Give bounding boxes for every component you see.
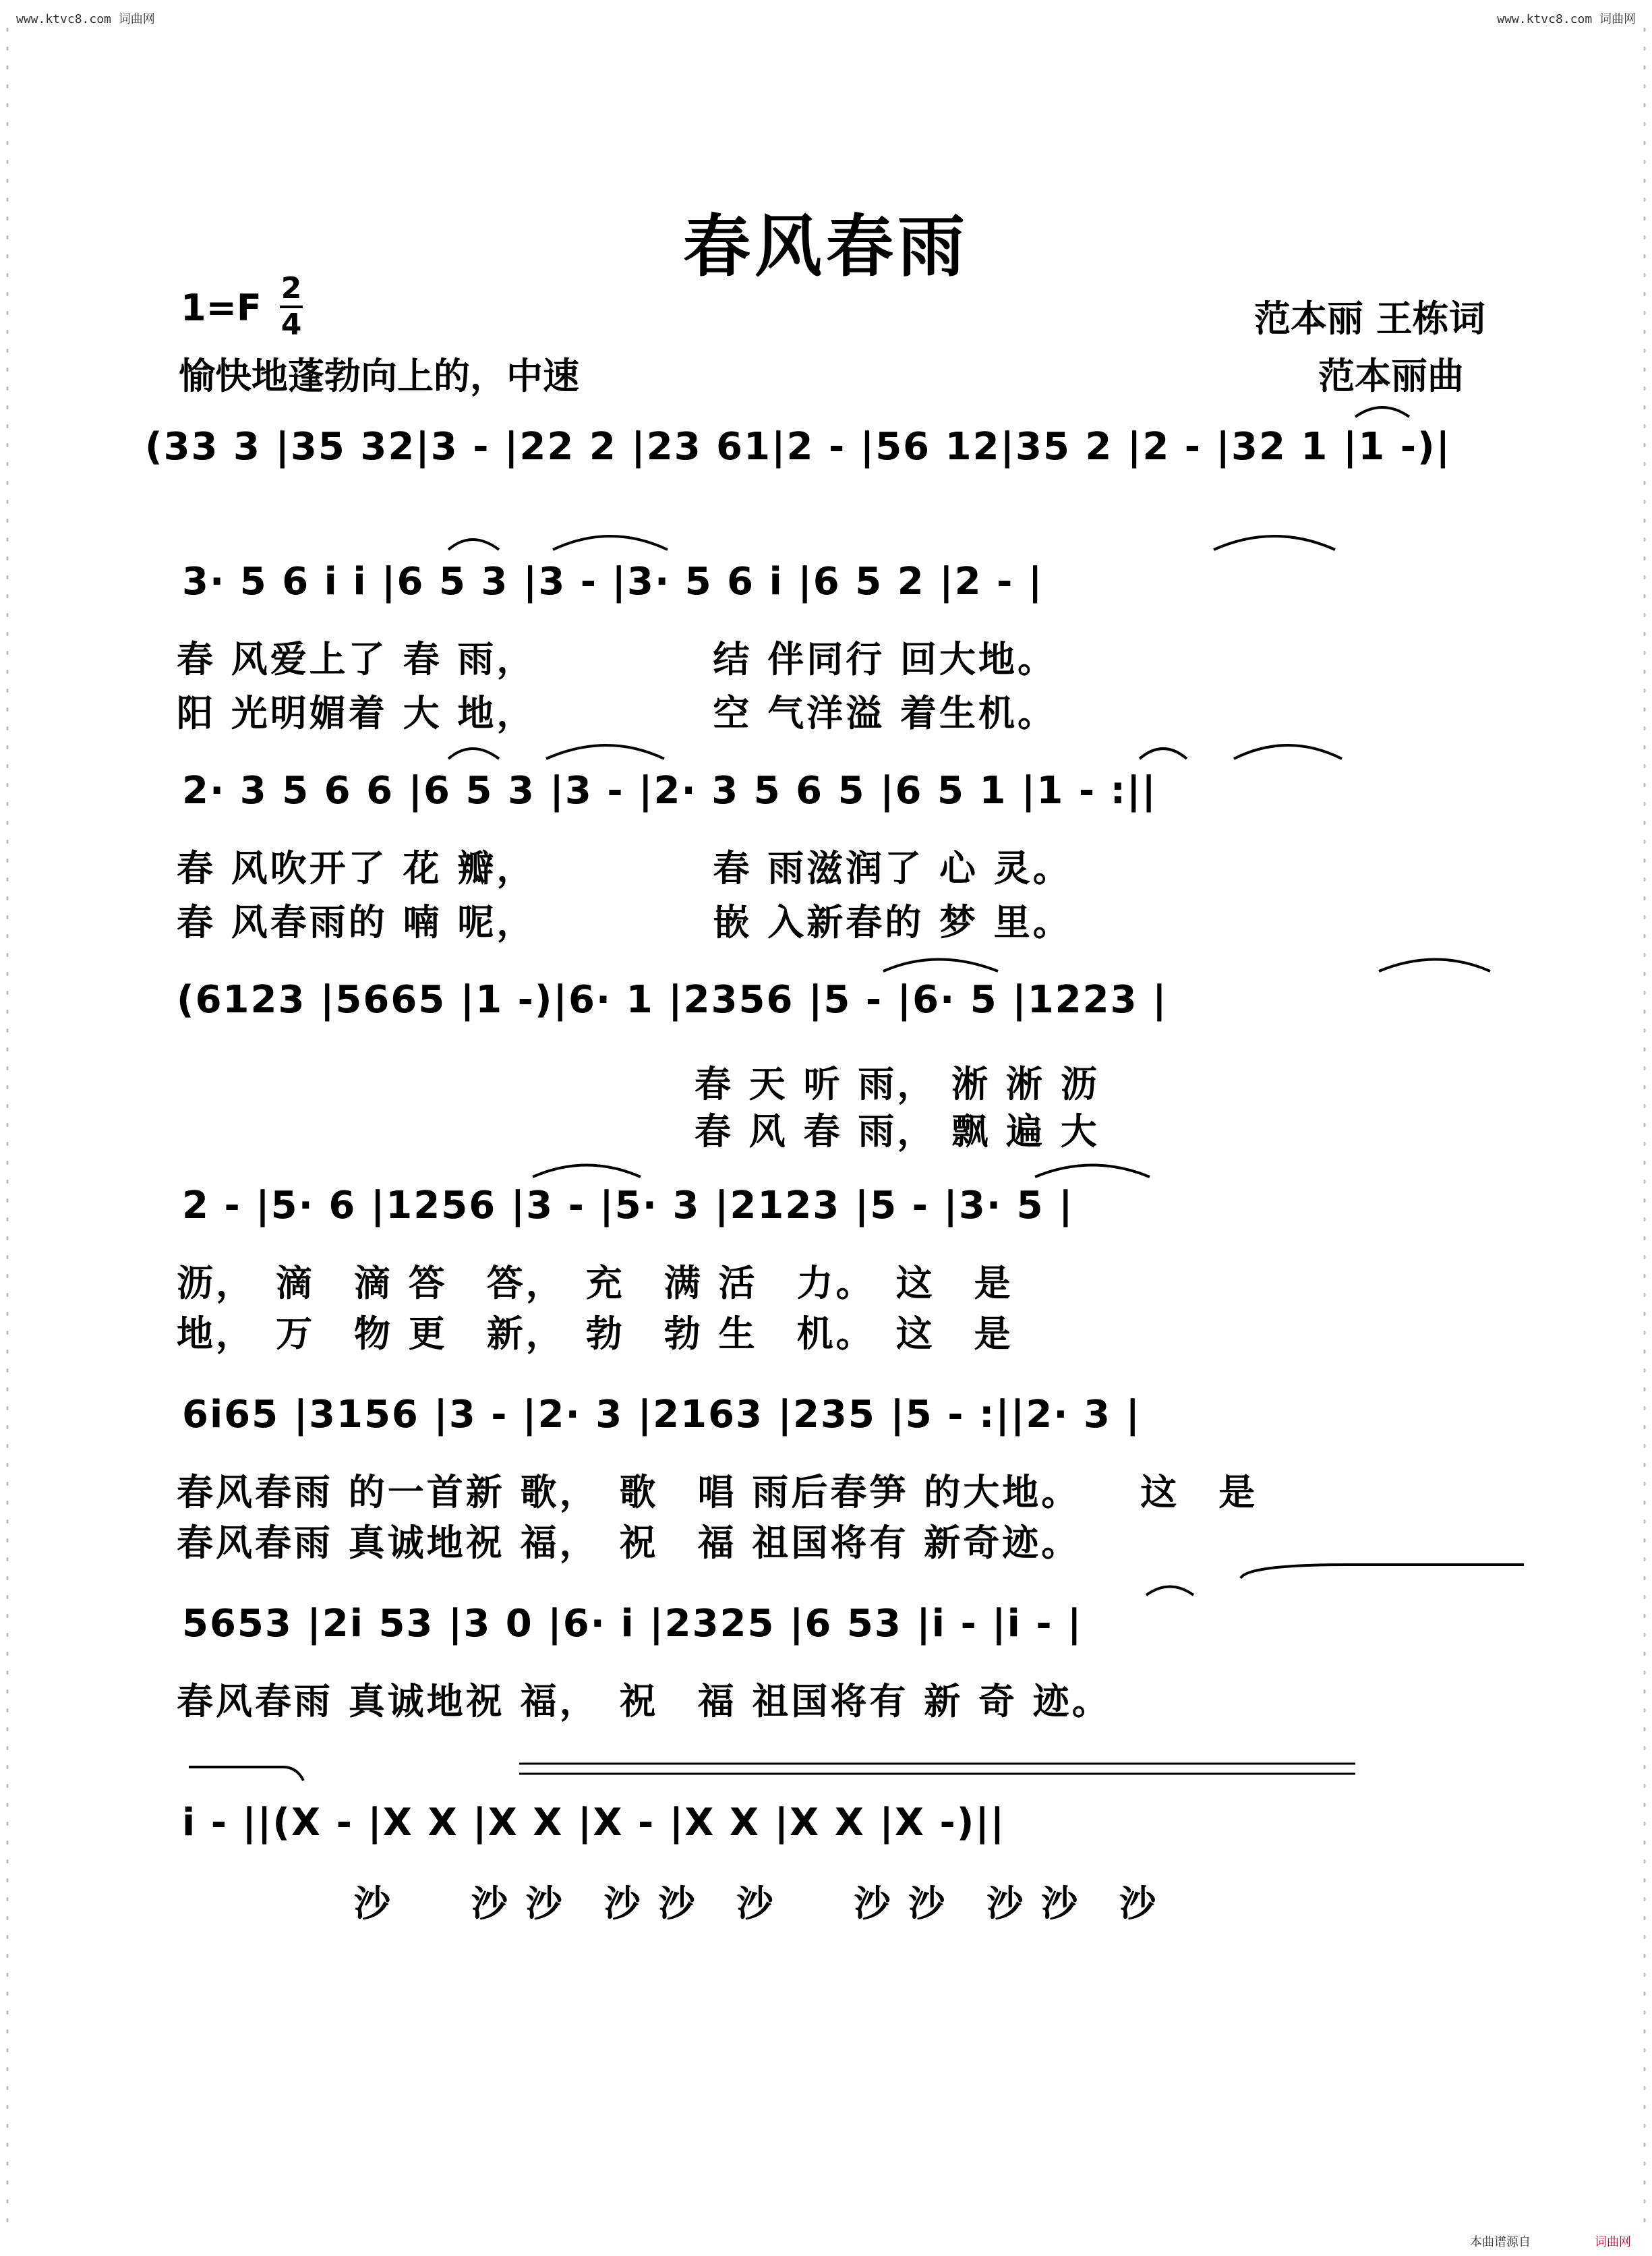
score-line-3-notes: 2· 3 5 6 6 |6 5 3 |3 - |2· 3 5 6 5 |6 5 1 |1 - :||: [182, 769, 1157, 813]
slur-line4-a: [883, 960, 998, 972]
score-line-2-lyric-1: 春 风爱上了 春 雨， 结 伴同行 回大地。: [177, 638, 1057, 681]
slur-line2-a: [448, 540, 499, 550]
score-line-5-notes: 2 - |5· 6 |1256 |3 - |5· 3 |2123 |5 - |3· 5 |: [182, 1184, 1074, 1227]
slur-line2-b: [553, 536, 668, 550]
slur-line2-c: [1214, 536, 1335, 550]
key-signature: 1=F: [181, 287, 262, 329]
time-signature-bottom: 4: [281, 308, 302, 342]
score-line-5-lyric-2: 地， 万 物 更 新， 勃 勃 生 机。 这 是: [177, 1312, 1013, 1355]
tie-line8-a: [189, 1767, 303, 1781]
score-line-6-notes: 6i65 |3156 |3 - |2· 3 |2163 |235 |5 - :||2· 3 |: [182, 1393, 1141, 1437]
composer-credit: 范本丽曲: [1318, 355, 1464, 397]
site-watermark-left: www.ktvc8.com 词曲网: [16, 12, 155, 26]
time-signature-top: 2: [281, 271, 302, 306]
score-line-2-notes: 3· 5 6 i i |6 5 3 |3 - |3· 5 6 i |6 5 2 |2 - |: [182, 560, 1044, 604]
score-line-7-notes: 5653 |2i 53 |3 0 |6· i |2325 |6 53 |i - |i - |: [182, 1602, 1083, 1646]
score-line-2-lyric-2: 阳 光明媚着 大 地， 空 气洋溢 着生机。: [177, 692, 1057, 734]
score-line-6-lyric-2: 春风春雨 真诚地祝 福， 祝 福 祖国将有 新奇迹。: [177, 1522, 1081, 1564]
slur-intro: [1355, 407, 1409, 417]
score-line-4-lyric-2: 春 风 春 雨， 飘 遍 大: [695, 1110, 1100, 1153]
slur-line7-a: [1146, 1587, 1193, 1596]
slur-line5-b: [1035, 1165, 1150, 1178]
score-line-7-lyric-1: 春风春雨 真诚地祝 福， 祝 福 祖国将有 新 奇 迹。: [177, 1680, 1111, 1723]
slur-line4-b: [1379, 960, 1490, 972]
slur-line3-c: [1140, 749, 1187, 759]
tempo-marking: 愉快地蓬勃向上的，中速: [179, 355, 579, 397]
score-line-4-lyric-1: 春 天 听 雨， 淅 淅 沥: [695, 1063, 1100, 1105]
score-line-8-notes: i - ||(X - |X X |X X |X - |X X |X X |X -)||: [182, 1801, 1006, 1845]
score-line-3-lyric-1: 春 风吹开了 花 瓣， 春 雨滋润了 心 灵。: [177, 847, 1072, 890]
score-line-6-lyric-1: 春风春雨 的一首新 歌， 歌 唱 雨后春笋 的大地。 这 是: [177, 1471, 1258, 1513]
score-line-8-lyric-1: 沙 沙 沙 沙 沙 沙 沙 沙 沙 沙 沙: [354, 1882, 1159, 1925]
lyricist-credit: 范本丽 王栋词: [1254, 297, 1485, 340]
slur-line3-a: [448, 749, 499, 759]
slur-line3-d: [1234, 745, 1342, 759]
score-line-3-lyric-2: 春 风春雨的 喃 呢， 嵌 入新春的 梦 里。: [177, 901, 1072, 944]
score-line-5-lyric-1: 沥， 滴 滴 答 答， 充 满 活 力。 这 是: [177, 1262, 1013, 1304]
slur-line5-a: [533, 1165, 641, 1178]
score-line-4-notes: (6123 |5665 |1 -)|6· 1 |2356 |5 - |6· 5 |1223 |: [177, 978, 1168, 1022]
footer-source-site: 词曲网: [1595, 2235, 1631, 2249]
slur-line3-b: [546, 745, 664, 759]
footer-source-label: 本曲谱源自: [1470, 2235, 1531, 2249]
song-title: 春风春雨: [683, 206, 969, 286]
site-watermark-right: www.ktvc8.com 词曲网: [1497, 12, 1636, 26]
tie-line7-b: [1241, 1565, 1524, 1578]
score-line-1-notes: (33 3 |35 32|3 - |22 2 |23 61|2 - |56 12|35 2 |2 - |32 1 |1 -)|: [145, 425, 1452, 469]
